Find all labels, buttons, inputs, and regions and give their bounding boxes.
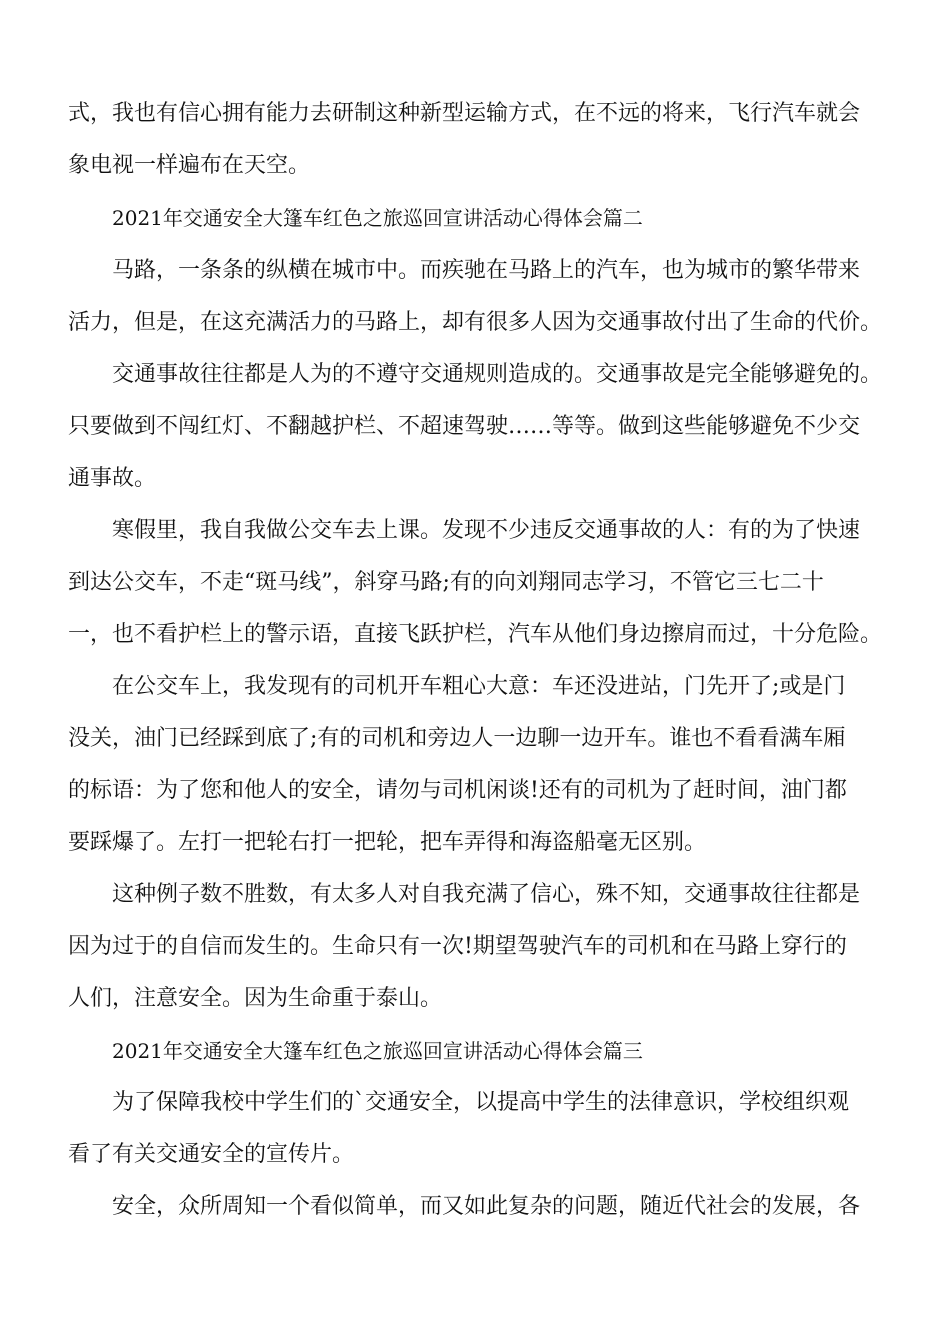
text-line: 一，也不看护栏上的警示语，直接飞跃护栏，汽车从他们身边擦肩而过，十分危险。 bbox=[68, 622, 883, 647]
text-line: 通事故。 bbox=[68, 466, 157, 491]
text-line: 只要做到不闯红灯、不翻越护栏、不超速驾驶……等等。做到这些能够避免不少交 bbox=[68, 414, 861, 439]
text-line: 这种例子数不胜数，有太多人对自我充满了信心，殊不知，交通事故往往都是 bbox=[112, 882, 861, 907]
section-heading: 2021年交通安全大篷车红色之旅巡回宣讲活动心得体会篇三 bbox=[112, 1039, 643, 1063]
text-line: 因为过于的自信而发生的。生命只有一次!期望驾驶汽车的司机和在马路上穿行的 bbox=[68, 934, 847, 959]
section-heading: 2021年交通安全大篷车红色之旅巡回宣讲活动心得体会篇二 bbox=[112, 206, 643, 230]
text-line: 象电视一样遍布在天空。 bbox=[68, 153, 311, 178]
text-line: 为了保障我校中学生们的`交通安全，以提高中学生的法律意识，学校组织观 bbox=[112, 1090, 850, 1115]
text-line: 活力，但是，在这充满活力的马路上，却有很多人因为交通事故付出了生命的代价。 bbox=[68, 310, 883, 335]
text-line: 寒假里，我自我做公交车去上课。发现不少违反交通事故的人：有的为了快速 bbox=[112, 518, 861, 543]
text-line: 交通事故往往都是人为的不遵守交通规则造成的。交通事故是完全能够避免的。 bbox=[112, 362, 883, 387]
text-line: 要踩爆了。左打一把轮右打一把轮，把车弄得和海盗船毫无区别。 bbox=[68, 830, 707, 855]
text-line: 到达公交车，不走“斑马线”，斜穿马路;有的向刘翔同志学习，不管它三七二十 bbox=[68, 570, 824, 595]
text-line: 人们，注意安全。因为生命重于泰山。 bbox=[68, 986, 443, 1011]
text-line: 马路，一条条的纵横在城市中。而疾驰在马路上的汽车，也为城市的繁华带来 bbox=[112, 258, 861, 283]
text-line: 看了有关交通安全的宣传片。 bbox=[68, 1142, 355, 1167]
text-line: 的标语：为了您和他人的安全，请勿与司机闲谈!还有的司机为了赶时间，油门都 bbox=[68, 778, 847, 803]
text-line: 式，我也有信心拥有能力去研制这种新型运输方式，在不远的将来，飞行汽车就会 bbox=[68, 101, 861, 126]
text-line: 在公交车上，我发现有的司机开车粗心大意：车还没进站，门先开了;或是门 bbox=[112, 674, 846, 699]
text-line: 没关，油门已经踩到底了;有的司机和旁边人一边聊一边开车。谁也不看看满车厢 bbox=[68, 726, 846, 751]
text-line: 安全，众所周知一个看似简单，而又如此复杂的问题，随近代社会的发展，各 bbox=[112, 1194, 861, 1219]
